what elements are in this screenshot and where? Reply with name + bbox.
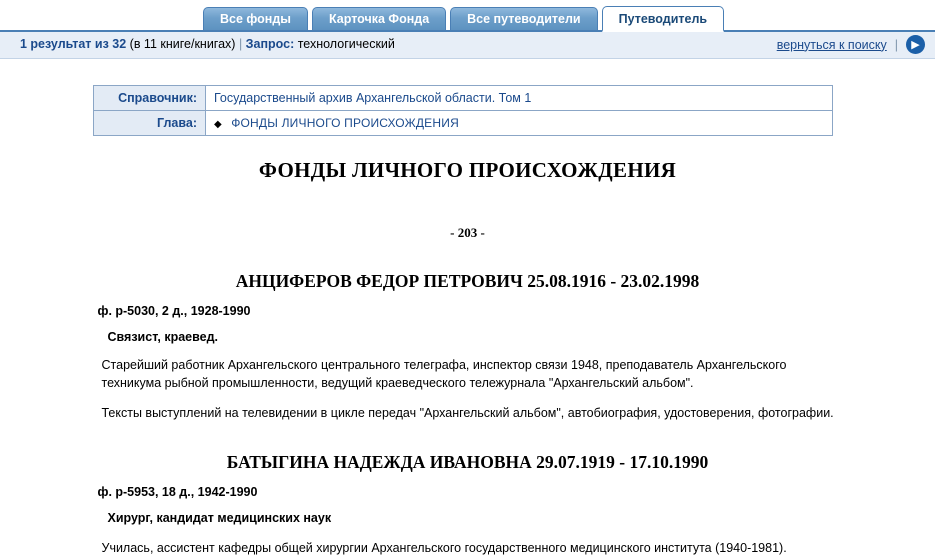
query-value: технологический [297, 37, 395, 51]
tab-fond-card[interactable]: Карточка Фонда [312, 7, 446, 30]
table-row-handbook [94, 86, 833, 111]
chapter-link[interactable]: ФОНДЫ ЛИЧНОГО ПРОИСХОЖДЕНИЯ [231, 116, 459, 130]
result-count: 1 результат из 32 [20, 37, 127, 51]
result-separator: | [238, 37, 243, 51]
entry-fond: ф. р-5030, 2 д., 1928-1990 [97, 304, 251, 318]
entry-paragraph: Училась, ассистент кафедры общей хирургии Архангельского государственного медицинского института (1940-1981). [101, 541, 787, 556]
entry-name: АНЦИФЕРОВ ФЕДОР ПЕТРОВИЧ 25.08.1916 - 23.02.1998 [235, 271, 700, 291]
chapter-label: Глава: [94, 111, 206, 136]
table-row-chapter [94, 111, 833, 136]
tab-list [203, 4, 724, 30]
entry-role: Связист, краевед. [107, 330, 218, 344]
result-bar [0, 32, 935, 59]
info-section [0, 59, 935, 136]
query-label: Запрос: [245, 37, 295, 51]
entry-name: БАТЫГИНА НАДЕЖДА ИВАНОВНА 29.07.1919 - 17.10.1990 [226, 452, 709, 473]
tab-bar [0, 0, 935, 32]
handbook-value: Государственный архив Архангельской области. Том 1 [206, 86, 833, 111]
tab-all-fonds[interactable]: Все фонды [203, 7, 308, 30]
tab-all-guides[interactable]: Все путеводители [450, 7, 597, 30]
back-to-search-link[interactable]: вернуться к поиску [776, 37, 887, 52]
diamond-bullet-icon: ◆ [214, 119, 222, 130]
entry-paragraph: Старейший работник Архангельского центрального телеграфа, инспектор связи 1948, преподаватель Архангельского техникума рыбной промышленности, ведущий краеведческого тележурнала "Архангельский альбом". [101, 358, 787, 391]
list-item [98, 271, 838, 422]
entry-role: Хирург, кандидат медицинских наук [107, 511, 332, 526]
chapter-value-cell [206, 111, 833, 136]
handbook-label: Справочник: [94, 86, 206, 111]
document-body [98, 136, 838, 558]
tab-guide[interactable]: Путеводитель [602, 6, 724, 32]
action-separator: | [894, 37, 898, 52]
page-title: ФОНДЫ ЛИЧНОГО ПРОИСХОЖДЕНИЯ [258, 158, 677, 182]
entry-fond: ф. р-5953, 18 д., 1942-1990 [97, 485, 258, 500]
entry-paragraph: Тексты выступлений на телевидении в цикле передач "Архангельский альбом", автобиография, удостоверения, фотографии. [101, 406, 834, 421]
page-number: - 203 - [450, 225, 485, 240]
result-books: (в 11 книге/книгах) [129, 37, 236, 51]
list-item [98, 452, 838, 557]
arrow-right-icon[interactable]: ▶ [906, 35, 925, 54]
result-actions [777, 35, 925, 54]
result-summary [20, 37, 395, 51]
info-table [93, 85, 833, 136]
